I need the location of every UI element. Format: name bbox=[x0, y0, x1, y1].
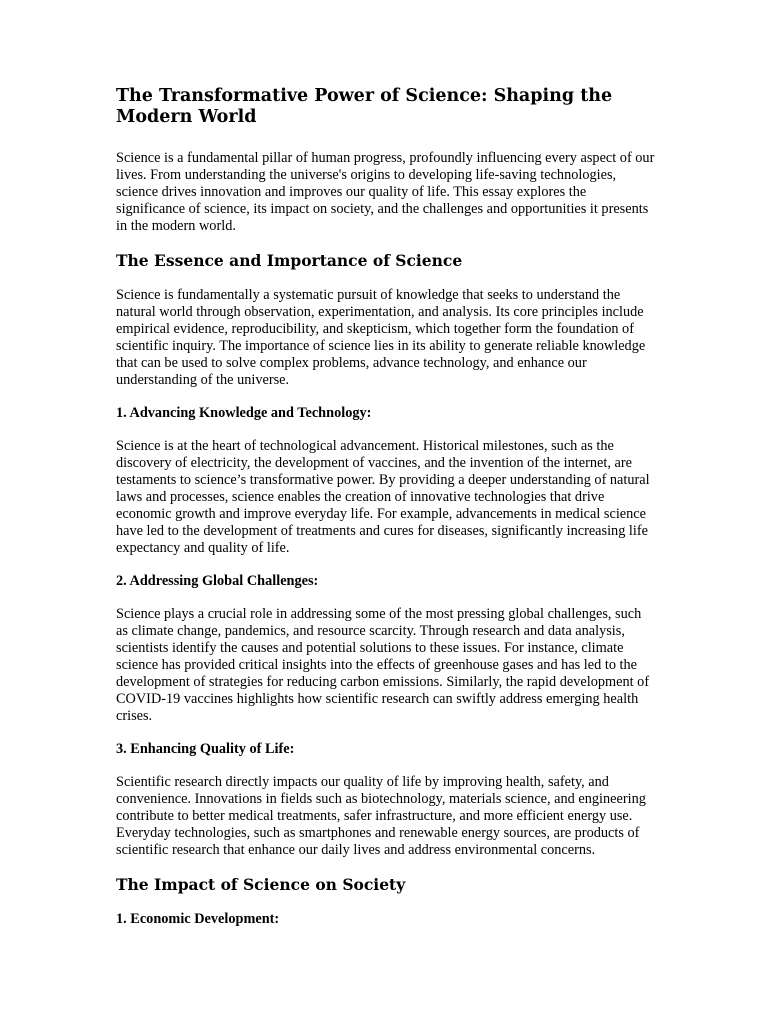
subheading-quality-of-life: 3. Enhancing Quality of Life: bbox=[116, 741, 295, 757]
document-page bbox=[116, 86, 656, 944]
document-title: The Transformative Power of Science: Shaping the Modern World bbox=[116, 86, 613, 127]
subheading-economic-development: 1. Economic Development: bbox=[116, 911, 280, 927]
advancing-knowledge-paragraph: Science is at the heart of technological advancement. Historical milestones, such as the discovery of electricity, the development of vaccines, and the invention of the internet, are testaments to science’s transformative power. By providing a deeper understanding of natural laws and processes, science enables the creation of innovative technologies that drive economic growth and improve everyday life. For example, advancements in medical science have led to the development of treatments and cures for diseases, significantly increasing life expectancy and quality of life. bbox=[116, 438, 650, 556]
quality-of-life-paragraph: Scientific research directly impacts our quality of life by improving health, safety, and convenience. Innovations in fields such as biotechnology, materials science, and engineering contribute to better medical treatments, safer infrastructure, and more efficient energy use. Everyday technologies, such as smartphones and renewable energy sources, are products of scientific research that enhance our daily lives and address environmental concerns. bbox=[116, 774, 646, 858]
subheading-global-challenges: 2. Addressing Global Challenges: bbox=[116, 573, 319, 589]
section-heading-impact: The Impact of Science on Society bbox=[116, 875, 406, 894]
global-challenges-paragraph: Science plays a crucial role in addressing some of the most pressing global challenges, such as climate change, pandemics, and resource scarcity. Through research and data analysis, scientists identify the causes and potential solutions to these issues. For instance, climate science has provided critical insights into the effects of greenhouse gases and has led to the development of strategies for reducing carbon emissions. Similarly, the rapid development of COVID-19 vaccines highlights how scientific research can swiftly address emerging health crises. bbox=[116, 606, 650, 724]
subheading-advancing-knowledge: 1. Advancing Knowledge and Technology: bbox=[116, 405, 372, 421]
essence-paragraph: Science is fundamentally a systematic pursuit of knowledge that seeks to understand the natural world through observation, experimentation, and analysis. Its core principles include empirical evidence, reproducibility, and skepticism, which together form the foundation of scientific inquiry. The importance of science lies in its ability to generate reliable knowledge that can be used to solve complex problems, advance technology, and enhance our understanding of the universe. bbox=[116, 287, 646, 388]
section-heading-essence: The Essence and Importance of Science bbox=[116, 251, 463, 270]
intro-paragraph: Science is a fundamental pillar of human progress, profoundly influencing every aspect of our lives. From understanding the universe's origins to developing life-saving technologies, science drives innovation and improves our quality of life. This essay explores the significance of science, its impact on society, and the challenges and opportunities it presents in the modern world. bbox=[116, 150, 655, 234]
